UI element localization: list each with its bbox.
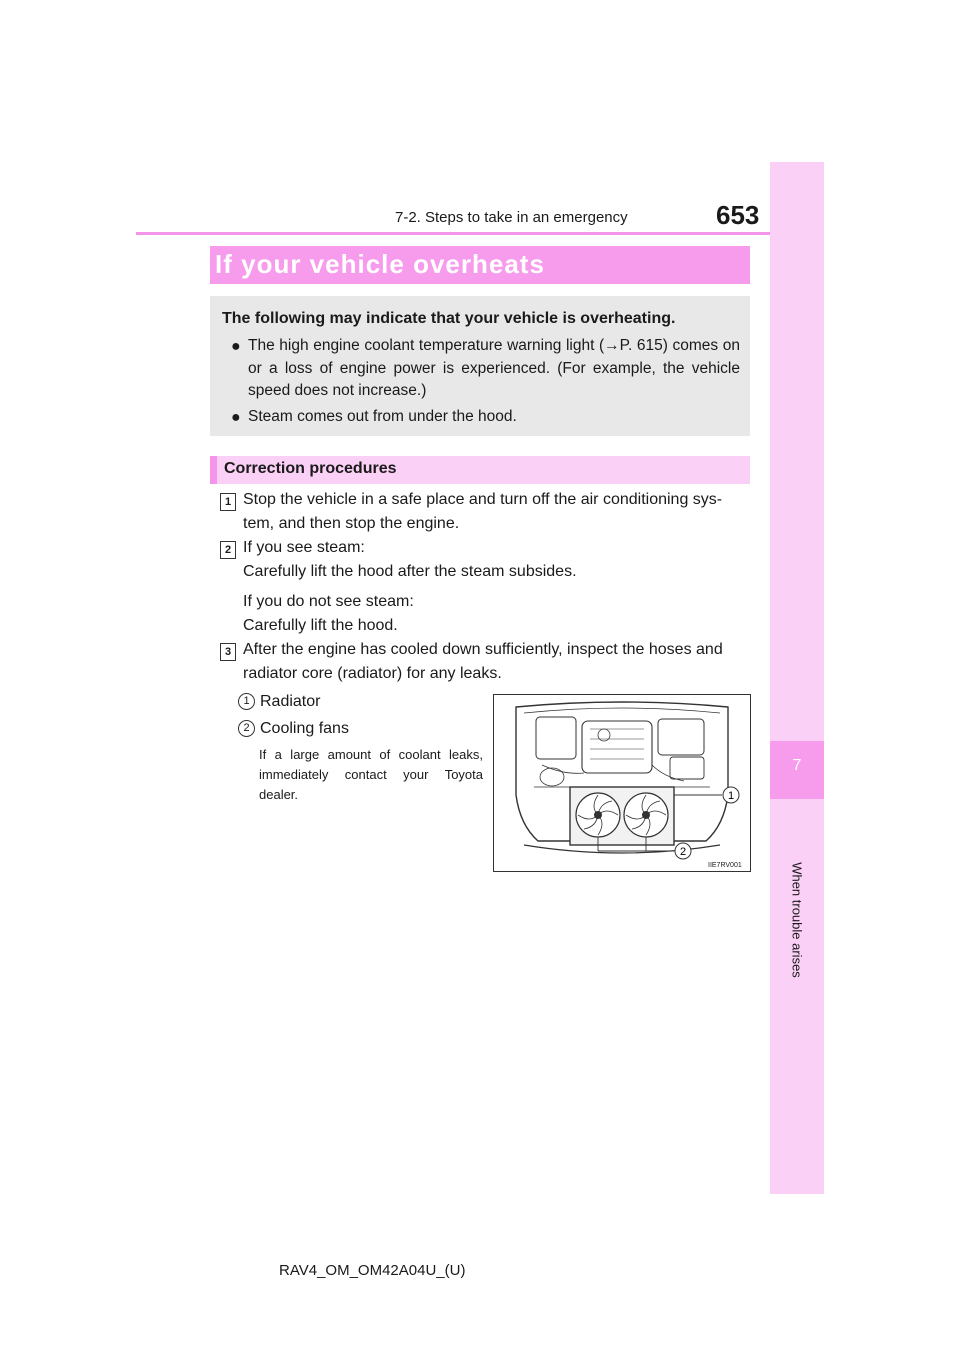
step-1-text: Stop the vehicle in a safe place and turn off the air conditioning sys- tem, and then stop the engine.: [243, 491, 723, 532]
chapter-number: 7: [792, 757, 802, 774]
page-number: 653: [716, 200, 760, 230]
step-number-2: 2: [220, 541, 236, 559]
callout-number-1: 1: [238, 693, 255, 710]
correction-heading: Correction procedures: [224, 460, 397, 477]
header-divider: [136, 232, 822, 235]
callout-number-2: 2: [238, 720, 255, 737]
step-2-line: Carefully lift the hood after the steam subsides.: [243, 563, 577, 580]
symptom-item: The high engine coolant temperature warning light (→P. 615) comes on or a loss of engine power is experienced. (For example, the vehicle speed does not increase.): [248, 337, 740, 399]
symptom-item: Steam comes out from under the hood.: [248, 408, 517, 425]
illus-callout-2: 2: [679, 846, 687, 858]
header-section-title: 7-2. Steps to take in an emergency: [395, 209, 628, 226]
chapter-side-tab: [770, 162, 824, 1194]
symptoms-lead: The following may indicate that your vehicle is overheating.: [222, 310, 676, 327]
document-code: RAV4_OM_OM42A04U_(U): [279, 1262, 466, 1279]
step-number-1: 1: [220, 493, 236, 511]
illus-callout-1: 1: [727, 790, 735, 802]
correction-heading-accent: [210, 456, 217, 484]
step-2-line: If you see steam:: [243, 539, 365, 556]
step-2-line: Carefully lift the hood.: [243, 617, 398, 634]
callout-label-radiator: Radiator: [260, 693, 321, 710]
step-2-line: If you do not see steam:: [243, 593, 414, 610]
page-title: If your vehicle overheats: [215, 249, 545, 279]
bullet-icon: ●: [231, 338, 241, 355]
chapter-title-text: When trouble arises: [789, 862, 805, 978]
coolant-leak-note: If a large amount of coolant leaks, immediately contact your Toyota dealer.: [259, 747, 483, 802]
bullet-icon: ●: [231, 409, 241, 426]
callout-label-cooling-fans: Cooling fans: [260, 720, 349, 737]
engine-bay-drawing: [494, 695, 750, 871]
step-number-3: 3: [220, 643, 236, 661]
step-3-text: After the engine has cooled down sufficiently, inspect the hoses and radiator core (radiator) for any leaks.: [243, 641, 723, 682]
engine-compartment-illustration: [493, 694, 751, 872]
chapter-title: [768, 862, 826, 978]
illustration-code: IIE7RV001: [708, 862, 742, 869]
